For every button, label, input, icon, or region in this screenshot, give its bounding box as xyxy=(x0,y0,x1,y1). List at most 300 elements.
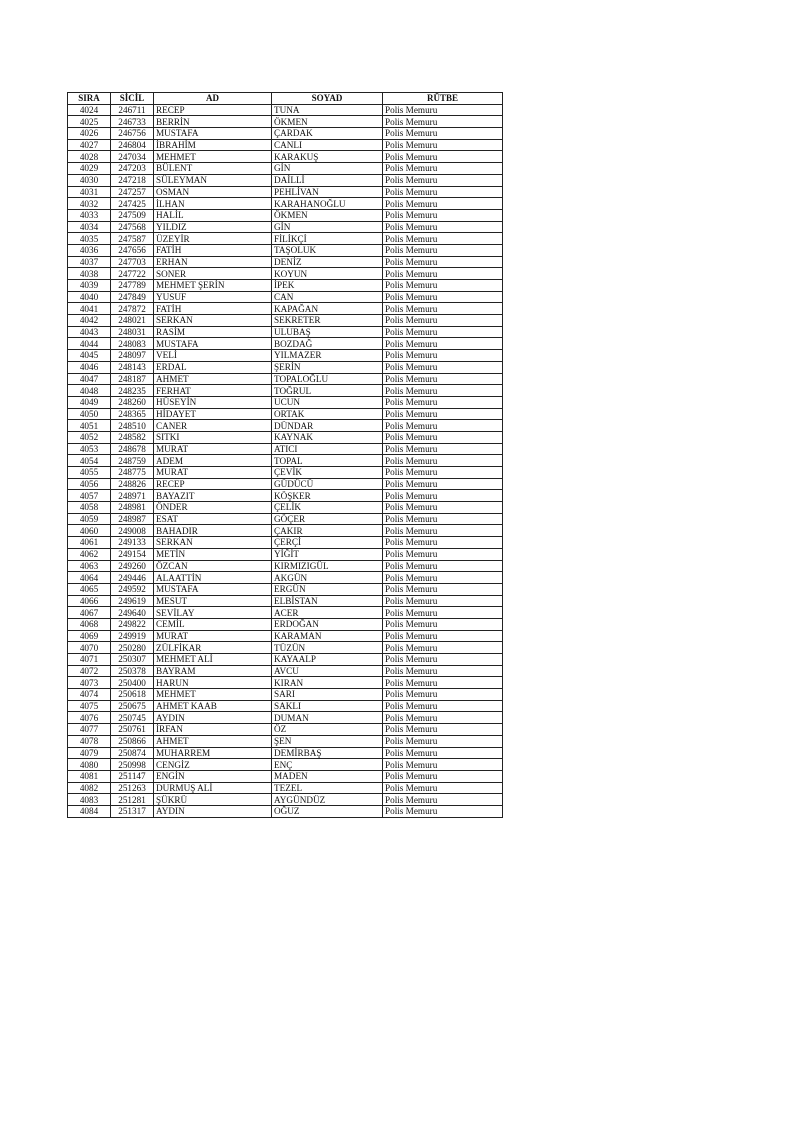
table-row xyxy=(68,338,503,350)
table-row xyxy=(68,104,503,116)
soyad-cell: PEHLİVAN xyxy=(272,186,383,198)
rutbe-cell: Polis Memuru xyxy=(383,209,503,221)
ad-cell: HÜSEYİN xyxy=(154,396,272,408)
table-row xyxy=(68,128,503,140)
table-row xyxy=(68,805,503,817)
sira-cell: 4073 xyxy=(68,677,111,689)
ad-cell: FATİH xyxy=(154,244,272,256)
ad-cell: RECEP xyxy=(154,104,272,116)
table-row xyxy=(68,618,503,630)
table-row xyxy=(68,724,503,736)
sicil-cell: 251147 xyxy=(111,770,154,782)
sicil-cell: 249822 xyxy=(111,618,154,630)
sira-cell: 4074 xyxy=(68,689,111,701)
soyad-cell: ERDOĞAN xyxy=(272,618,383,630)
ad-cell: AHMET KAAB xyxy=(154,700,272,712)
rutbe-cell: Polis Memuru xyxy=(383,151,503,163)
sira-cell: 4052 xyxy=(68,431,111,443)
ad-cell: MURAT xyxy=(154,630,272,642)
table-body xyxy=(68,104,503,817)
table-row xyxy=(68,759,503,771)
table-row xyxy=(68,677,503,689)
soyad-cell: OĞUZ xyxy=(272,805,383,817)
sicil-cell: 248187 xyxy=(111,373,154,385)
sira-cell: 4066 xyxy=(68,595,111,607)
rutbe-cell: Polis Memuru xyxy=(383,595,503,607)
sicil-cell: 249008 xyxy=(111,525,154,537)
sira-cell: 4037 xyxy=(68,256,111,268)
ad-cell: MESUT xyxy=(154,595,272,607)
rutbe-cell: Polis Memuru xyxy=(383,665,503,677)
soyad-cell: ÇELİK xyxy=(272,502,383,514)
table-row xyxy=(68,326,503,338)
soyad-cell: GİN xyxy=(272,163,383,175)
sicil-cell: 248759 xyxy=(111,455,154,467)
table-row xyxy=(68,420,503,432)
ad-cell: RECEP xyxy=(154,478,272,490)
rutbe-cell: Polis Memuru xyxy=(383,443,503,455)
sicil-cell: 247509 xyxy=(111,209,154,221)
rutbe-cell: Polis Memuru xyxy=(383,128,503,140)
sira-cell: 4063 xyxy=(68,560,111,572)
soyad-cell: KAYNAK xyxy=(272,431,383,443)
ad-cell: ZÜLFİKAR xyxy=(154,642,272,654)
sicil-cell: 247703 xyxy=(111,256,154,268)
sira-cell: 4045 xyxy=(68,350,111,362)
ad-cell: SÜLEYMAN xyxy=(154,174,272,186)
ad-cell: BAHADIR xyxy=(154,525,272,537)
rutbe-cell: Polis Memuru xyxy=(383,163,503,175)
sicil-cell: 248971 xyxy=(111,490,154,502)
rutbe-cell: Polis Memuru xyxy=(383,408,503,420)
ad-cell: ÖNDER xyxy=(154,502,272,514)
soyad-cell: GİN xyxy=(272,221,383,233)
ad-cell: SONER xyxy=(154,268,272,280)
soyad-cell: DUMAN xyxy=(272,712,383,724)
sicil-cell: 248365 xyxy=(111,408,154,420)
rutbe-cell: Polis Memuru xyxy=(383,338,503,350)
rutbe-cell: Polis Memuru xyxy=(383,186,503,198)
sira-cell: 4046 xyxy=(68,361,111,373)
header-sicil: SİCİL xyxy=(111,93,154,105)
table-row xyxy=(68,408,503,420)
soyad-cell: ÖZ xyxy=(272,724,383,736)
table-row xyxy=(68,139,503,151)
ad-cell: MEHMET xyxy=(154,151,272,163)
table-row xyxy=(68,198,503,210)
sira-cell: 4079 xyxy=(68,747,111,759)
ad-cell: VELİ xyxy=(154,350,272,362)
sicil-cell: 250866 xyxy=(111,735,154,747)
rutbe-cell: Polis Memuru xyxy=(383,607,503,619)
sicil-cell: 248031 xyxy=(111,326,154,338)
ad-cell: AYDIN xyxy=(154,712,272,724)
table-row xyxy=(68,735,503,747)
rutbe-cell: Polis Memuru xyxy=(383,431,503,443)
table-row xyxy=(68,303,503,315)
table-row xyxy=(68,268,503,280)
table-row xyxy=(68,455,503,467)
sicil-cell: 247218 xyxy=(111,174,154,186)
table-row xyxy=(68,782,503,794)
sira-cell: 4031 xyxy=(68,186,111,198)
ad-cell: BERRİN xyxy=(154,116,272,128)
table-row xyxy=(68,770,503,782)
sira-cell: 4060 xyxy=(68,525,111,537)
sicil-cell: 248981 xyxy=(111,502,154,514)
sicil-cell: 249154 xyxy=(111,548,154,560)
soyad-cell: AVCU xyxy=(272,665,383,677)
sicil-cell: 249919 xyxy=(111,630,154,642)
rutbe-cell: Polis Memuru xyxy=(383,805,503,817)
sira-cell: 4071 xyxy=(68,654,111,666)
rutbe-cell: Polis Memuru xyxy=(383,782,503,794)
table-row xyxy=(68,186,503,198)
soyad-cell: ÇARDAK xyxy=(272,128,383,140)
sira-cell: 4034 xyxy=(68,221,111,233)
sicil-cell: 250998 xyxy=(111,759,154,771)
rutbe-cell: Polis Memuru xyxy=(383,291,503,303)
sira-cell: 4064 xyxy=(68,572,111,584)
table-row xyxy=(68,700,503,712)
table-row xyxy=(68,689,503,701)
sira-cell: 4054 xyxy=(68,455,111,467)
table-row xyxy=(68,174,503,186)
table-row xyxy=(68,280,503,292)
rutbe-cell: Polis Memuru xyxy=(383,548,503,560)
sicil-cell: 247872 xyxy=(111,303,154,315)
ad-cell: BAYAZIT xyxy=(154,490,272,502)
table-row xyxy=(68,642,503,654)
sira-cell: 4084 xyxy=(68,805,111,817)
soyad-cell: TOPAL xyxy=(272,455,383,467)
sira-cell: 4070 xyxy=(68,642,111,654)
ad-cell: MEHMET ŞERİN xyxy=(154,280,272,292)
sira-cell: 4056 xyxy=(68,478,111,490)
ad-cell: ÖZCAN xyxy=(154,560,272,572)
sira-cell: 4062 xyxy=(68,548,111,560)
rutbe-cell: Polis Memuru xyxy=(383,747,503,759)
rutbe-cell: Polis Memuru xyxy=(383,478,503,490)
rutbe-cell: Polis Memuru xyxy=(383,689,503,701)
table-row xyxy=(68,537,503,549)
soyad-cell: DÜNDAR xyxy=(272,420,383,432)
table-row xyxy=(68,747,503,759)
sicil-cell: 249640 xyxy=(111,607,154,619)
sicil-cell: 248143 xyxy=(111,361,154,373)
soyad-cell: YILMAZER xyxy=(272,350,383,362)
ad-cell: ESAT xyxy=(154,513,272,525)
ad-cell: SERKAN xyxy=(154,315,272,327)
rutbe-cell: Polis Memuru xyxy=(383,618,503,630)
table-header-row xyxy=(68,93,503,105)
rutbe-cell: Polis Memuru xyxy=(383,326,503,338)
rutbe-cell: Polis Memuru xyxy=(383,677,503,689)
ad-cell: MURAT xyxy=(154,443,272,455)
soyad-cell: ÖKMEN xyxy=(272,116,383,128)
soyad-cell: GÖÇER xyxy=(272,513,383,525)
table-row xyxy=(68,315,503,327)
sicil-cell: 248097 xyxy=(111,350,154,362)
ad-cell: ÜZEYİR xyxy=(154,233,272,245)
soyad-cell: ÖKMEN xyxy=(272,209,383,221)
soyad-cell: SEKRETER xyxy=(272,315,383,327)
soyad-cell: TOPALOĞLU xyxy=(272,373,383,385)
soyad-cell: SAKLI xyxy=(272,700,383,712)
ad-cell: ALAATTİN xyxy=(154,572,272,584)
soyad-cell: ELBİSTAN xyxy=(272,595,383,607)
sicil-cell: 250280 xyxy=(111,642,154,654)
sira-cell: 4030 xyxy=(68,174,111,186)
ad-cell: ADEM xyxy=(154,455,272,467)
sicil-cell: 251263 xyxy=(111,782,154,794)
rutbe-cell: Polis Memuru xyxy=(383,268,503,280)
sira-cell: 4051 xyxy=(68,420,111,432)
soyad-cell: GÜDÜCÜ xyxy=(272,478,383,490)
ad-cell: ENGİN xyxy=(154,770,272,782)
sicil-cell: 246711 xyxy=(111,104,154,116)
rutbe-cell: Polis Memuru xyxy=(383,221,503,233)
sira-cell: 4029 xyxy=(68,163,111,175)
table-row xyxy=(68,244,503,256)
rutbe-cell: Polis Memuru xyxy=(383,420,503,432)
ad-cell: MUSTAFA xyxy=(154,128,272,140)
ad-cell: CENGİZ xyxy=(154,759,272,771)
rutbe-cell: Polis Memuru xyxy=(383,724,503,736)
table-row xyxy=(68,443,503,455)
rutbe-cell: Polis Memuru xyxy=(383,174,503,186)
table-row xyxy=(68,291,503,303)
table-row xyxy=(68,467,503,479)
soyad-cell: KARAMAN xyxy=(272,630,383,642)
rutbe-cell: Polis Memuru xyxy=(383,233,503,245)
ad-cell: İLHAN xyxy=(154,198,272,210)
sicil-cell: 247849 xyxy=(111,291,154,303)
sira-cell: 4026 xyxy=(68,128,111,140)
rutbe-cell: Polis Memuru xyxy=(383,139,503,151)
sicil-cell: 247789 xyxy=(111,280,154,292)
ad-cell: MUSTAFA xyxy=(154,583,272,595)
table-row xyxy=(68,665,503,677)
rutbe-cell: Polis Memuru xyxy=(383,794,503,806)
sicil-cell: 247587 xyxy=(111,233,154,245)
table-row xyxy=(68,116,503,128)
sicil-cell: 250874 xyxy=(111,747,154,759)
rutbe-cell: Polis Memuru xyxy=(383,513,503,525)
rutbe-cell: Polis Memuru xyxy=(383,104,503,116)
ad-cell: İBRAHİM xyxy=(154,139,272,151)
soyad-cell: ENÇ xyxy=(272,759,383,771)
soyad-cell: CANLI xyxy=(272,139,383,151)
sira-cell: 4057 xyxy=(68,490,111,502)
ad-cell: CANER xyxy=(154,420,272,432)
sicil-cell: 248260 xyxy=(111,396,154,408)
soyad-cell: DAİLLİ xyxy=(272,174,383,186)
soyad-cell: ERGÜN xyxy=(272,583,383,595)
sira-cell: 4080 xyxy=(68,759,111,771)
rutbe-cell: Polis Memuru xyxy=(383,700,503,712)
soyad-cell: ŞERİN xyxy=(272,361,383,373)
soyad-cell: TUNA xyxy=(272,104,383,116)
soyad-cell: ACER xyxy=(272,607,383,619)
sicil-cell: 247203 xyxy=(111,163,154,175)
header-ad: AD xyxy=(154,93,272,105)
sira-cell: 4040 xyxy=(68,291,111,303)
sira-cell: 4072 xyxy=(68,665,111,677)
table-row xyxy=(68,478,503,490)
sira-cell: 4035 xyxy=(68,233,111,245)
soyad-cell: AYGÜNDÜZ xyxy=(272,794,383,806)
ad-cell: FATİH xyxy=(154,303,272,315)
sicil-cell: 248678 xyxy=(111,443,154,455)
soyad-cell: BOZDAĞ xyxy=(272,338,383,350)
sicil-cell: 248775 xyxy=(111,467,154,479)
personnel-table xyxy=(67,92,503,818)
header-rutbe: RÜTBE xyxy=(383,93,503,105)
ad-cell: SEVİLAY xyxy=(154,607,272,619)
sira-cell: 4053 xyxy=(68,443,111,455)
sira-cell: 4042 xyxy=(68,315,111,327)
table-row xyxy=(68,373,503,385)
table-row xyxy=(68,350,503,362)
sira-cell: 4067 xyxy=(68,607,111,619)
table-row xyxy=(68,548,503,560)
table-row xyxy=(68,583,503,595)
ad-cell: MUHARREM xyxy=(154,747,272,759)
rutbe-cell: Polis Memuru xyxy=(383,455,503,467)
ad-cell: AHMET xyxy=(154,735,272,747)
soyad-cell: ÇEVİK xyxy=(272,467,383,479)
ad-cell: ERHAN xyxy=(154,256,272,268)
sira-cell: 4055 xyxy=(68,467,111,479)
rutbe-cell: Polis Memuru xyxy=(383,630,503,642)
soyad-cell: KAYAALP xyxy=(272,654,383,666)
sira-cell: 4065 xyxy=(68,583,111,595)
soyad-cell: TEZEL xyxy=(272,782,383,794)
rutbe-cell: Polis Memuru xyxy=(383,642,503,654)
ad-cell: MUSTAFA xyxy=(154,338,272,350)
sira-cell: 4059 xyxy=(68,513,111,525)
soyad-cell: AKGÜN xyxy=(272,572,383,584)
rutbe-cell: Polis Memuru xyxy=(383,490,503,502)
rutbe-cell: Polis Memuru xyxy=(383,759,503,771)
sira-cell: 4075 xyxy=(68,700,111,712)
sira-cell: 4044 xyxy=(68,338,111,350)
table-row xyxy=(68,630,503,642)
sira-cell: 4081 xyxy=(68,770,111,782)
sicil-cell: 248083 xyxy=(111,338,154,350)
table-row xyxy=(68,595,503,607)
soyad-cell: KAPAĞAN xyxy=(272,303,383,315)
ad-cell: SERKAN xyxy=(154,537,272,549)
sicil-cell: 248826 xyxy=(111,478,154,490)
sicil-cell: 250618 xyxy=(111,689,154,701)
rutbe-cell: Polis Memuru xyxy=(383,525,503,537)
ad-cell: SITKI xyxy=(154,431,272,443)
rutbe-cell: Polis Memuru xyxy=(383,712,503,724)
sicil-cell: 246756 xyxy=(111,128,154,140)
ad-cell: BAYRAM xyxy=(154,665,272,677)
rutbe-cell: Polis Memuru xyxy=(383,537,503,549)
rutbe-cell: Polis Memuru xyxy=(383,244,503,256)
soyad-cell: YİĞİT xyxy=(272,548,383,560)
soyad-cell: KARAKUŞ xyxy=(272,151,383,163)
table-row xyxy=(68,525,503,537)
sicil-cell: 246804 xyxy=(111,139,154,151)
table-row xyxy=(68,361,503,373)
soyad-cell: MADEN xyxy=(272,770,383,782)
soyad-cell: KOYUN xyxy=(272,268,383,280)
table-row xyxy=(68,233,503,245)
sira-cell: 4061 xyxy=(68,537,111,549)
sira-cell: 4047 xyxy=(68,373,111,385)
soyad-cell: KARAHANOĞLU xyxy=(272,198,383,210)
rutbe-cell: Polis Memuru xyxy=(383,373,503,385)
sicil-cell: 251317 xyxy=(111,805,154,817)
ad-cell: HİDAYET xyxy=(154,408,272,420)
sira-cell: 4038 xyxy=(68,268,111,280)
ad-cell: İRFAN xyxy=(154,724,272,736)
sira-cell: 4027 xyxy=(68,139,111,151)
table-row xyxy=(68,513,503,525)
soyad-cell: KIRAN xyxy=(272,677,383,689)
soyad-cell: TÜZÜN xyxy=(272,642,383,654)
soyad-cell: CAN xyxy=(272,291,383,303)
table-row xyxy=(68,151,503,163)
rutbe-cell: Polis Memuru xyxy=(383,467,503,479)
sira-cell: 4039 xyxy=(68,280,111,292)
table-row xyxy=(68,572,503,584)
ad-cell: YILDIZ xyxy=(154,221,272,233)
sira-cell: 4076 xyxy=(68,712,111,724)
header-soyad: SOYAD xyxy=(272,93,383,105)
rutbe-cell: Polis Memuru xyxy=(383,502,503,514)
rutbe-cell: Polis Memuru xyxy=(383,770,503,782)
ad-cell: FERHAT xyxy=(154,385,272,397)
table-row xyxy=(68,607,503,619)
sira-cell: 4041 xyxy=(68,303,111,315)
soyad-cell: ÇAKIR xyxy=(272,525,383,537)
rutbe-cell: Polis Memuru xyxy=(383,303,503,315)
table-row xyxy=(68,209,503,221)
soyad-cell: SARI xyxy=(272,689,383,701)
table-row xyxy=(68,385,503,397)
rutbe-cell: Polis Memuru xyxy=(383,198,503,210)
rutbe-cell: Polis Memuru xyxy=(383,280,503,292)
sicil-cell: 249133 xyxy=(111,537,154,549)
sira-cell: 4050 xyxy=(68,408,111,420)
table-row xyxy=(68,712,503,724)
soyad-cell: ORTAK xyxy=(272,408,383,420)
ad-cell: DURMUŞ ALİ xyxy=(154,782,272,794)
soyad-cell: İPEK xyxy=(272,280,383,292)
soyad-cell: KÖŞKER xyxy=(272,490,383,502)
rutbe-cell: Polis Memuru xyxy=(383,735,503,747)
ad-cell: MURAT xyxy=(154,467,272,479)
rutbe-cell: Polis Memuru xyxy=(383,116,503,128)
sira-cell: 4024 xyxy=(68,104,111,116)
sicil-cell: 250675 xyxy=(111,700,154,712)
table-row xyxy=(68,560,503,572)
sicil-cell: 247257 xyxy=(111,186,154,198)
rutbe-cell: Polis Memuru xyxy=(383,350,503,362)
soyad-cell: ŞEN xyxy=(272,735,383,747)
sicil-cell: 247656 xyxy=(111,244,154,256)
sira-cell: 4033 xyxy=(68,209,111,221)
soyad-cell: DEMİRBAŞ xyxy=(272,747,383,759)
rutbe-cell: Polis Memuru xyxy=(383,654,503,666)
table-row xyxy=(68,490,503,502)
